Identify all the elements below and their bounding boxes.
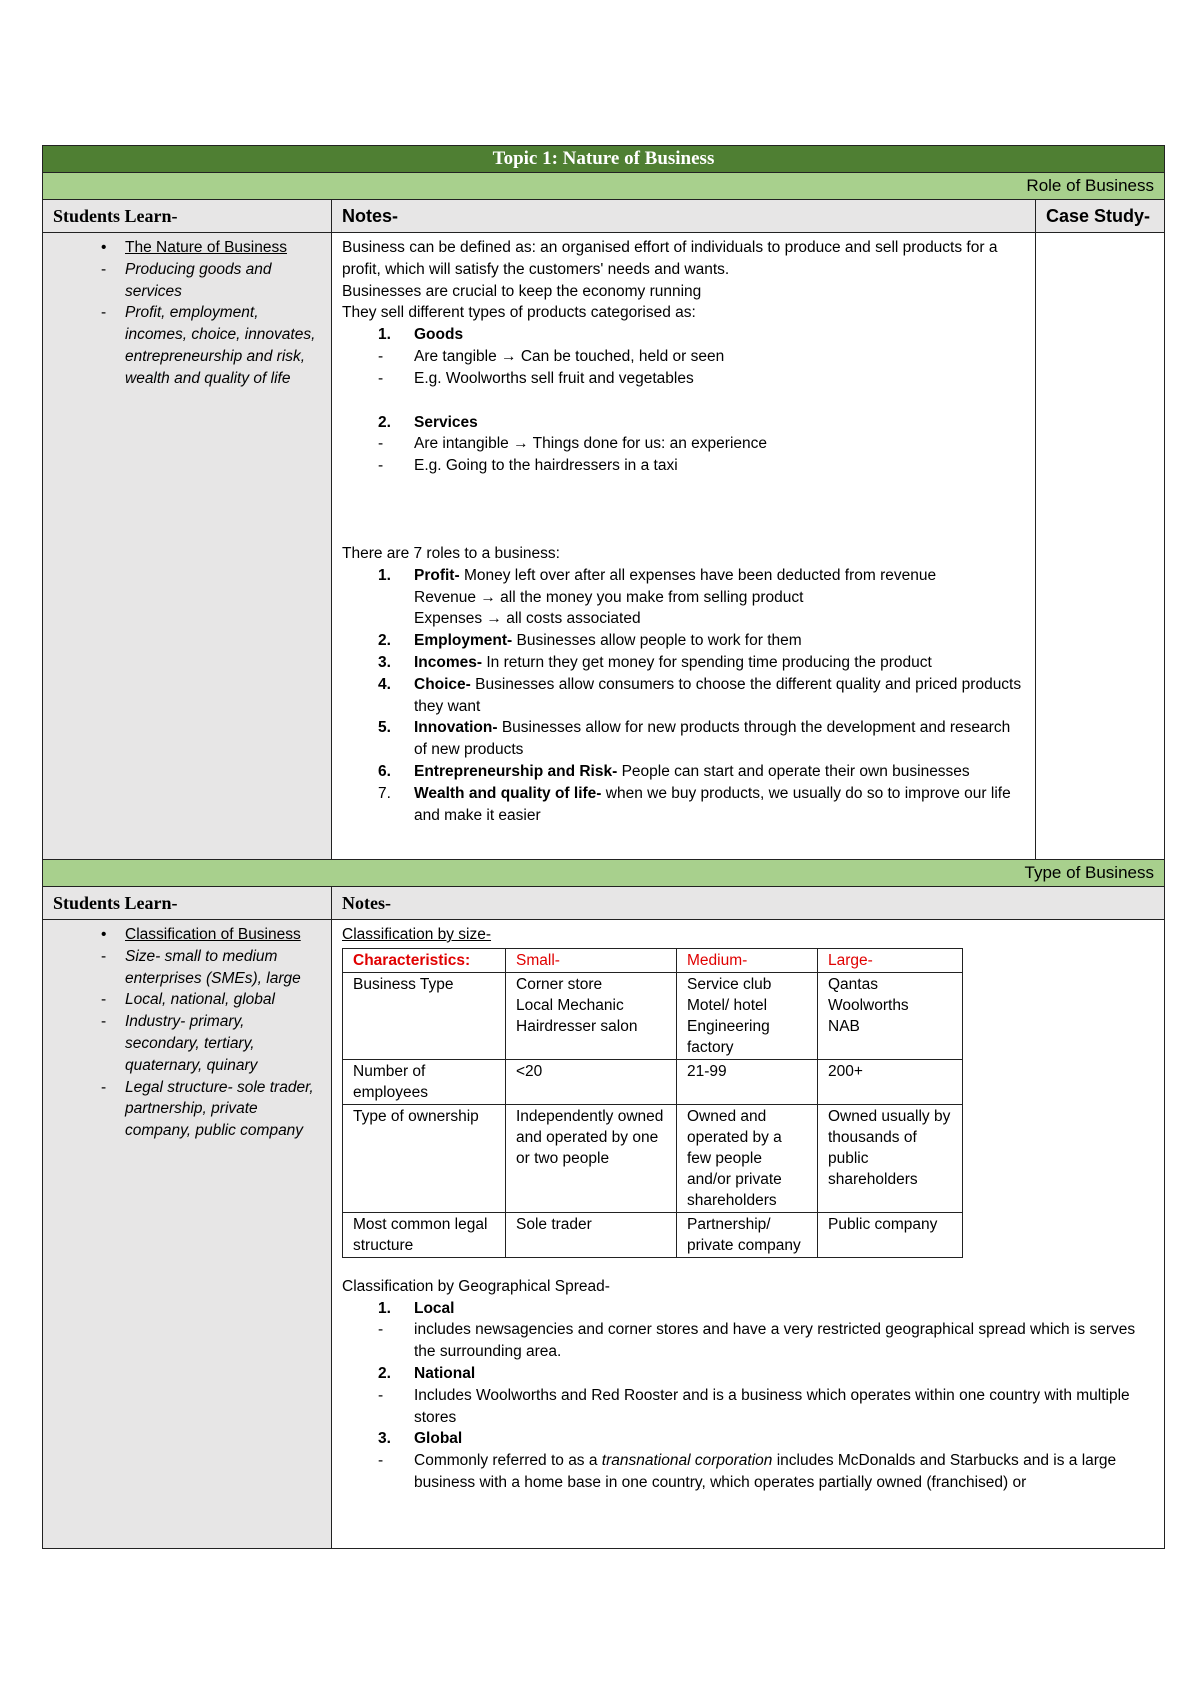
geo-title: Global	[414, 1430, 463, 1448]
section-bar-type	[43, 860, 1165, 887]
dash-marker: -	[101, 947, 107, 965]
expenses-text: all costs associated	[501, 610, 641, 628]
header-row-role	[43, 200, 1165, 233]
table-row	[343, 1212, 963, 1257]
role-term: Profit-	[414, 566, 460, 584]
dash-marker: -	[378, 347, 384, 365]
geo-item-global	[342, 1428, 1154, 1450]
geo-point	[342, 1385, 1154, 1429]
point-text: Can be touched, held or seen	[520, 347, 725, 365]
role-item-employment	[342, 630, 1025, 652]
dash-marker: -	[101, 991, 107, 1009]
learn-list-role	[53, 237, 323, 390]
geo-heading: Classification by Geographical Spread-	[342, 1277, 610, 1295]
table-cell	[677, 972, 818, 1059]
dash-marker: -	[101, 304, 107, 322]
list-number: 7.	[378, 784, 391, 802]
role-text: People can start and operate their own businesses	[617, 762, 970, 780]
learn-item-text: Size- small to medium enterprises (SMEs), large	[125, 947, 301, 987]
geo-text-italic: transnational corporation	[601, 1452, 773, 1470]
list-number: 2.	[378, 632, 391, 650]
geo-text: includes McDonalds and Starbucks and is a large business with a home base in one country, which operates partially owned (franchised) or	[414, 1452, 1117, 1491]
list-number: 2.	[378, 413, 391, 431]
roles-intro: There are 7 roles to a business:	[342, 544, 560, 562]
table-header-cell: Large-	[818, 948, 963, 972]
table-cell	[506, 972, 677, 1059]
row-label: Type of ownership	[343, 1104, 506, 1212]
geo-title: National	[414, 1364, 476, 1382]
role-term: Employment-	[414, 632, 513, 650]
header-notes: Notes-	[332, 200, 1036, 233]
role-item-choice	[342, 674, 1025, 718]
definition-text: Business can be defined as: an organised effort of individuals to produce and sell products for a profit, which will satisfy the customers' needs and wants.	[342, 239, 998, 278]
services-title: Services	[414, 413, 478, 431]
spacer	[342, 390, 1025, 412]
dash-marker: -	[378, 1321, 384, 1339]
cell-line: Hairdresser salon	[516, 1017, 638, 1035]
cell-line: Corner store	[516, 975, 603, 993]
table-row	[343, 1104, 963, 1212]
table-cell: 21-99	[677, 1059, 818, 1104]
learn-item-text: Legal structure- sole trader, partnership, private company, public company	[125, 1078, 314, 1140]
notes-cell-role	[332, 233, 1036, 860]
geo-text: Includes Woolworths and Red Rooster and is a business which operates within one country with multiple stores	[414, 1386, 1130, 1426]
students-learn-cell-type	[43, 920, 332, 1549]
role-item-profit	[342, 565, 1025, 587]
dash-marker: -	[378, 435, 384, 453]
dash-marker: -	[101, 1078, 107, 1096]
services-heading	[342, 412, 1025, 434]
geo-point	[342, 1450, 1154, 1494]
role-text: Businesses allow consumers to choose the different quality and priced products they want	[414, 675, 1022, 715]
goods-point	[342, 346, 1025, 368]
section-title-role: Role of Business	[43, 173, 1165, 200]
arrow-right-icon: →	[513, 435, 529, 453]
dash-marker: -	[101, 260, 107, 278]
services-example	[342, 455, 1025, 477]
list-number: 1.	[378, 326, 391, 344]
learn-item-text: Local, national, global	[125, 991, 275, 1009]
services-point	[342, 433, 1025, 455]
point-text: Are tangible	[414, 347, 497, 365]
row-label: Business Type	[343, 972, 506, 1059]
cell-line: Woolworths	[828, 996, 909, 1014]
goods-heading	[342, 324, 1025, 346]
table-cell: Independently owned and operated by one or two people	[506, 1104, 677, 1212]
point-text: Are intangible	[414, 435, 509, 453]
role-text: when we buy products, we usually do so to improve our life and make it easier	[414, 784, 1011, 824]
list-number: 2.	[378, 1364, 391, 1382]
size-classification-table	[342, 948, 963, 1258]
cell-line: Motel/ hotel	[687, 996, 768, 1014]
table-cell: Public company	[818, 1212, 963, 1257]
intro-text: They sell different types of products categorised as:	[342, 304, 696, 322]
role-term: Choice-	[414, 675, 471, 693]
geo-text: Commonly referred to as a	[414, 1452, 602, 1470]
role-item-incomes	[342, 652, 1025, 674]
role-text: Money left over after all expenses have been deducted from revenue	[459, 566, 937, 584]
header-row-type	[43, 887, 1165, 920]
table-row	[343, 972, 963, 1059]
cell-line: Engineering factory	[687, 1017, 770, 1056]
role-term: Entrepreneurship and Risk-	[414, 762, 618, 780]
table-row	[343, 1059, 963, 1104]
learn-item-text: Profit, employment, incomes, choice, innovates, entrepreneurship and risk, wealth and quality of life	[125, 304, 316, 387]
list-item	[53, 924, 323, 946]
table-cell: Owned and operated by a few people and/or private shareholders	[677, 1104, 818, 1212]
geo-item-local	[342, 1298, 1154, 1320]
geo-item-national	[342, 1363, 1154, 1385]
learn-item-text: Classification of Business	[125, 926, 301, 943]
arrow-right-icon: →	[480, 588, 496, 606]
cell-line: Service club	[687, 975, 772, 993]
table-cell: Partnership/ private company	[677, 1212, 818, 1257]
cell-line: NAB	[828, 1017, 860, 1035]
list-number: 1.	[378, 1299, 391, 1317]
goods-example	[342, 368, 1025, 390]
point-text: Things done for us: an experience	[532, 435, 768, 453]
role-item-wealth	[342, 783, 1025, 827]
role-term: Innovation-	[414, 719, 498, 737]
geo-point	[342, 1319, 1154, 1363]
row-label: Most common legal structure	[343, 1212, 506, 1257]
section-bar-role	[43, 173, 1165, 200]
learn-item-text: Producing goods and services	[125, 260, 272, 300]
dash-marker: -	[378, 1452, 384, 1470]
table-header-cell: Medium-	[677, 948, 818, 972]
content-row-role	[43, 233, 1165, 860]
dash-marker: -	[378, 1386, 384, 1404]
students-learn-cell-role	[43, 233, 332, 860]
list-number: 3.	[378, 1430, 391, 1448]
list-number: 4.	[378, 675, 391, 693]
geo-title: Local	[414, 1299, 455, 1317]
bullet-marker: •	[101, 926, 107, 943]
geo-text: includes newsagencies and corner stores and have a very restricted geographical spread which is serves the surrounding area.	[414, 1321, 1136, 1361]
point-text: E.g. Going to the hairdressers in a taxi	[414, 457, 678, 475]
role-text: In return they get money for spending time producing the product	[482, 653, 932, 671]
goods-title: Goods	[414, 326, 464, 344]
table-cell: Owned usually by thousands of public shareholders	[818, 1104, 963, 1212]
row-label: Number of employees	[343, 1059, 506, 1104]
content-row-type	[43, 920, 1165, 1549]
dash-marker: -	[101, 1013, 107, 1031]
list-item	[53, 259, 323, 303]
list-number: 1.	[378, 566, 391, 584]
role-item-innovation	[342, 717, 1025, 761]
expenses-label: Expenses	[414, 610, 487, 628]
header-case-study: Case Study-	[1036, 200, 1165, 233]
list-item	[53, 1011, 323, 1076]
header-notes: Notes-	[332, 887, 1165, 920]
role-term: Incomes-	[414, 653, 483, 671]
header-students-learn: Students Learn-	[43, 887, 332, 920]
section-title-type: Type of Business	[43, 860, 1165, 887]
table-header-cell: Characteristics:	[343, 948, 506, 972]
spacer	[342, 477, 1025, 543]
revenue-line	[342, 587, 1025, 609]
role-text: Businesses allow people to work for them	[512, 632, 802, 650]
list-item	[53, 989, 323, 1011]
cell-line: Qantas	[828, 975, 878, 993]
arrow-right-icon: →	[501, 347, 517, 365]
expenses-line	[342, 608, 1025, 630]
header-students-learn: Students Learn-	[43, 200, 332, 233]
list-item	[53, 946, 323, 990]
intro-text: Businesses are crucial to keep the economy running	[342, 282, 702, 300]
list-number: 6.	[378, 762, 391, 780]
table-cell: <20	[506, 1059, 677, 1104]
size-heading: Classification by size-	[342, 926, 492, 943]
role-text: Businesses allow for new products through the development and research of new products	[414, 719, 1011, 759]
learn-list-type	[53, 924, 323, 1142]
cell-line: Local Mechanic	[516, 996, 624, 1014]
point-text: E.g. Woolworths sell fruit and vegetables	[414, 369, 694, 387]
page-title: Topic 1: Nature of Business	[43, 146, 1165, 173]
table-cell: 200+	[818, 1059, 963, 1104]
case-study-cell	[1036, 233, 1165, 860]
role-term: Wealth and quality of life-	[414, 784, 602, 802]
table-header-row	[343, 948, 963, 972]
bullet-marker: •	[101, 239, 107, 256]
learn-item-text: The Nature of Business	[125, 239, 287, 256]
revenue-label: Revenue	[414, 588, 481, 606]
notes-document-table	[42, 145, 1165, 1549]
list-number: 5.	[378, 719, 391, 737]
dash-marker: -	[378, 457, 384, 475]
arrow-right-icon: →	[486, 610, 502, 628]
notes-cell-type	[332, 920, 1165, 1549]
list-item	[53, 237, 323, 259]
learn-item-text: Industry- primary, secondary, tertiary, quaternary, quinary	[125, 1013, 258, 1074]
table-cell: Sole trader	[506, 1212, 677, 1257]
role-item-entrepreneurship	[342, 761, 1025, 783]
title-row	[43, 146, 1165, 173]
list-item	[53, 1077, 323, 1142]
table-header-cell: Small-	[506, 948, 677, 972]
dash-marker: -	[378, 369, 384, 387]
list-item	[53, 302, 323, 389]
revenue-text: all the money you make from selling product	[495, 588, 804, 606]
table-cell	[818, 972, 963, 1059]
list-number: 3.	[378, 653, 391, 671]
